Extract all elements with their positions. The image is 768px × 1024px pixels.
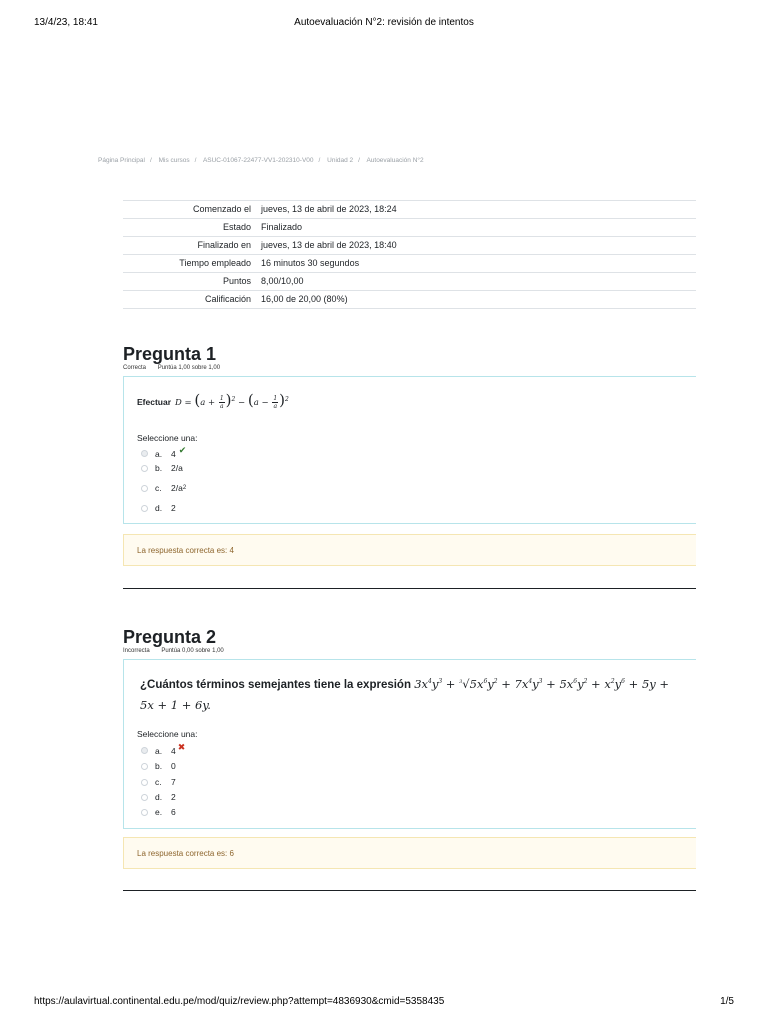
radio-button[interactable] — [141, 809, 148, 816]
option-text: 2/a — [171, 483, 183, 493]
answer-option[interactable] — [141, 483, 186, 493]
answer-option[interactable] — [141, 503, 176, 513]
prompt-text: ¿Cuántos términos semejantes tiene la expresión — [140, 678, 411, 691]
radio-button[interactable] — [141, 747, 148, 754]
cross-icon: ✖ — [177, 742, 186, 752]
question-1-header — [123, 344, 220, 371]
answer-option[interactable] — [141, 463, 183, 473]
option-letter: e. — [155, 807, 163, 817]
option-superscript: 2 — [182, 485, 187, 491]
question-prompt — [140, 672, 685, 716]
summary-label: Finalizado en — [123, 237, 257, 255]
summary-row — [123, 219, 696, 237]
question-1-feedback: La respuesta correcta es: 4 — [123, 534, 696, 566]
answer-option[interactable] — [141, 777, 176, 787]
print-header — [34, 17, 734, 31]
radio-button[interactable] — [141, 485, 148, 492]
question-2-feedback: La respuesta correcta es: 6 — [123, 837, 696, 869]
summary-row — [123, 237, 696, 255]
breadcrumb-quiz-link[interactable]: Autoevaluación N°2 — [366, 157, 424, 164]
summary-value: 16,00 de 20,00 (80%) — [257, 291, 696, 309]
option-text: 0 — [171, 761, 176, 771]
answer-option[interactable] — [141, 742, 186, 756]
summary-value: Finalizado — [257, 219, 696, 237]
question-info — [123, 648, 224, 654]
radio-button[interactable] — [141, 465, 148, 472]
breadcrumb-unit-link[interactable]: Unidad 2 — [327, 157, 354, 164]
radio-button[interactable] — [141, 450, 148, 457]
option-letter: c. — [155, 777, 162, 787]
question-2-content — [123, 659, 696, 829]
summary-row — [123, 255, 696, 273]
question-grade: Puntúa 1,00 sobre 1,00 — [157, 365, 221, 371]
select-one-label: Seleccione una: — [137, 433, 198, 443]
summary-row — [123, 291, 696, 309]
option-text: 4 — [171, 448, 176, 459]
radio-button[interactable] — [141, 505, 148, 512]
question-title: Pregunta 1 — [123, 344, 217, 364]
breadcrumb-course-link[interactable]: ASUC-01067-22477-VV1-202310-V00 — [202, 157, 314, 164]
question-2-header — [123, 627, 224, 654]
radio-button[interactable] — [141, 763, 148, 770]
summary-label: Calificación — [123, 291, 257, 309]
question-state: Incorrecta — [123, 648, 150, 654]
summary-row — [123, 273, 696, 291]
print-page-title: Autoevaluación N°2: revisión de intentos — [294, 17, 474, 28]
question-divider — [123, 588, 696, 589]
summary-row — [123, 201, 696, 219]
question-prompt — [137, 393, 289, 410]
breadcrumb: Página Principal / Mis cursos / ASUC-01067-22477-VV1-202310-V00 / Unidad 2 / Autoevaluación N°2 — [98, 157, 424, 164]
option-letter: b. — [155, 463, 163, 473]
summary-label: Comenzado el — [123, 201, 257, 219]
question-1-content — [123, 376, 696, 524]
page-count: 1/5 — [720, 996, 734, 1007]
radio-button[interactable] — [141, 779, 148, 786]
select-one-label: Seleccione una: — [137, 729, 198, 739]
breadcrumb-courses-link[interactable]: Mis cursos — [158, 157, 190, 164]
question-divider — [123, 890, 696, 891]
question-title: Pregunta 2 — [123, 627, 217, 647]
attempt-summary-table — [123, 200, 696, 309]
option-text: 2 — [171, 792, 176, 802]
formula: D = (a + $\frac{1}{a}$ )$^2$ − (a − $\frac{1}{a}$ )$^2$ — [175, 391, 289, 410]
option-text: 4 — [171, 745, 176, 756]
option-letter: d. — [155, 792, 163, 802]
option-text: 2 — [171, 503, 176, 513]
answer-option[interactable] — [141, 445, 187, 459]
option-letter: d. — [155, 503, 163, 513]
radio-button[interactable] — [141, 794, 148, 801]
summary-value: jueves, 13 de abril de 2023, 18:40 — [257, 237, 696, 255]
answer-option[interactable] — [141, 761, 176, 771]
print-footer — [34, 996, 734, 1010]
answer-option[interactable] — [141, 807, 176, 817]
summary-label: Puntos — [123, 273, 257, 291]
breadcrumb-home-link[interactable]: Página Principal — [98, 157, 145, 164]
option-text: 2/a — [171, 463, 183, 473]
print-url: https://aulavirtual.continental.edu.pe/mod/quiz/review.php?attempt=4836930&cmid=5358435 — [34, 996, 445, 1007]
option-letter: a. — [155, 448, 163, 459]
summary-value: 16 minutos 30 segundos — [257, 255, 696, 273]
question-grade: Puntúa 0,00 sobre 1,00 — [161, 648, 224, 654]
option-letter: b. — [155, 761, 163, 771]
question-info — [123, 365, 220, 371]
summary-value: 8,00/10,00 — [257, 273, 696, 291]
summary-label: Estado — [123, 219, 257, 237]
answer-option[interactable] — [141, 792, 176, 802]
question-state: Correcta — [123, 365, 147, 371]
print-datetime: 13/4/23, 18:41 — [34, 17, 98, 28]
summary-label: Tiempo empleado — [123, 255, 257, 273]
summary-value: jueves, 13 de abril de 2023, 18:24 — [257, 201, 696, 219]
expression: $3x^4y^3 + ^3√5x^6y^2 + 7x^4y^3 + 5x^6y^2 + x^2y^6 + 5y + 5x + 1 + 6y$. — [140, 676, 670, 712]
option-text: 6 — [171, 807, 176, 817]
option-text: 7 — [171, 777, 176, 787]
check-icon: ✔ — [178, 445, 187, 455]
prompt-bold-text: Efectuar — [137, 396, 172, 407]
option-letter: a. — [155, 745, 163, 756]
option-letter: c. — [155, 483, 162, 493]
